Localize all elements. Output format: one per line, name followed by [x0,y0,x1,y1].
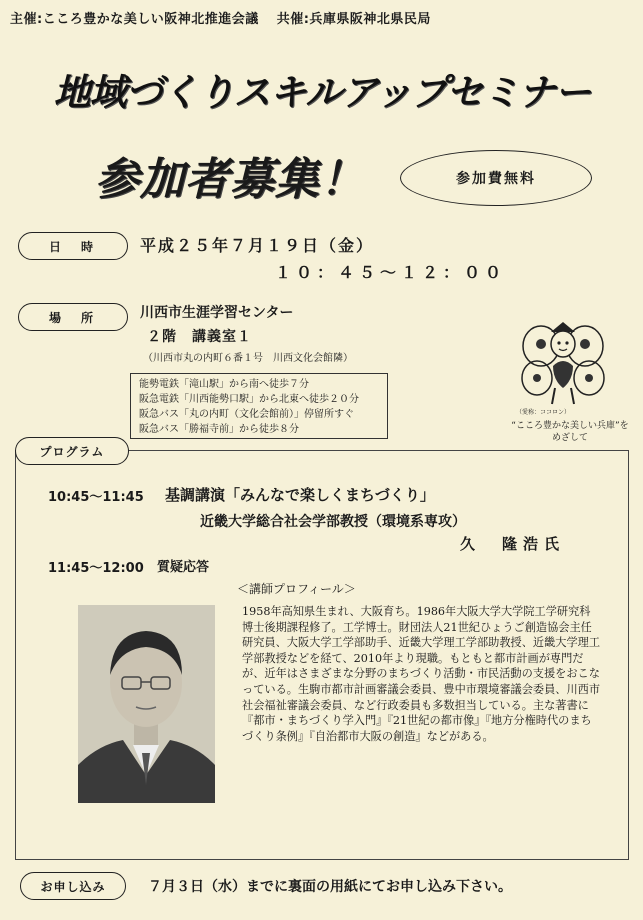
fee-badge: 参加費無料 [400,150,592,206]
slogan [505,420,635,444]
access-line: 能勢電鉄「滝山駅」から南へ徒歩７分 [139,379,309,390]
access-info [130,373,388,439]
slogan-line: めざして [551,433,588,443]
qa-time: 11:45～12:00 [48,561,144,576]
venue-name: 川西市生涯学習センター [140,305,294,321]
profile-heading: ＜講師プロフィール＞ [237,582,356,596]
venue-room: ２階 講義室１ [147,329,252,345]
access-line: 阪急バス「丸の内町（文化会館前）」停留所すぐ [139,409,354,420]
keynote-title: 基調講演「みんなで楽しくまちづくり」 [165,486,435,504]
speaker-affiliation: 近畿大学総合社会学部教授（環境系専攻） [200,514,466,530]
application-instructions: ７月３日（水）までに裏面の用紙にてお申し込み下さい。 [148,879,512,895]
place-label: 場 所 [18,303,128,331]
speaker-name: 久 隆浩氏 [460,535,566,553]
qa-title: 質疑応答 [157,560,210,575]
speaker-photo [78,605,215,803]
application-label: お申し込み [20,872,126,900]
mascot-illustration [515,318,611,408]
organizer: 主催:こころ豊かな美しい阪神北推進会議 [10,12,259,27]
venue-address: （川西市丸の内町６番１号 川西文化会館隣） [143,353,353,364]
event-date: 平成２５年７月１９日（金） [140,236,375,255]
program-divider [127,450,629,451]
program-label: プログラム [15,437,129,465]
recruitment-heading: 参加者募集！ [95,154,365,205]
slogan-line: “こころ豊かな美しい兵庫”を [511,421,629,431]
mascot-caption: （愛称：ココロン） [516,409,571,416]
seminar-title: 地域づくりスキルアップセミナー [53,71,591,114]
co-organizer: 共催:兵庫県阪神北県民局 [276,12,431,27]
date-label: 日 時 [18,232,128,260]
keynote-time: 10:45～11:45 [48,490,144,505]
event-time: １０：４５～１２：００ [275,263,507,282]
organizer-line [10,8,431,27]
access-line: 阪急電鉄「川西能勢口駅」から北東へ徒歩２０分 [139,394,359,405]
profile-text: 1958年高知県生まれ、大阪育ち。1986年大阪大学大学院工学研究科博士後期課程修了。工学博士。財団法人21世紀ひょうご創造協会主任研究員、大阪大学工学部助手、近畿大学理工学部助教授、近畿大学理工学部教授などを経て、2010年より現職。もともと都市計画が専門だが、近年はさまざまな分野のまちづくり活動・市民活動の支援をおこなっている。生駒市都市計画審議会委員、豊中市環境審議会委員、川西市社会福祉審議会委員、など行政委員も多数担当している。主な著書に『都市・まちづくり学入門』『21世紀の都市像』『地方分権時代のまちづくり条例』『自治都市大阪の創造』などがある。 [242,605,601,743]
access-line: 阪急バス「勝福寺前」から徒歩８分 [139,424,299,435]
